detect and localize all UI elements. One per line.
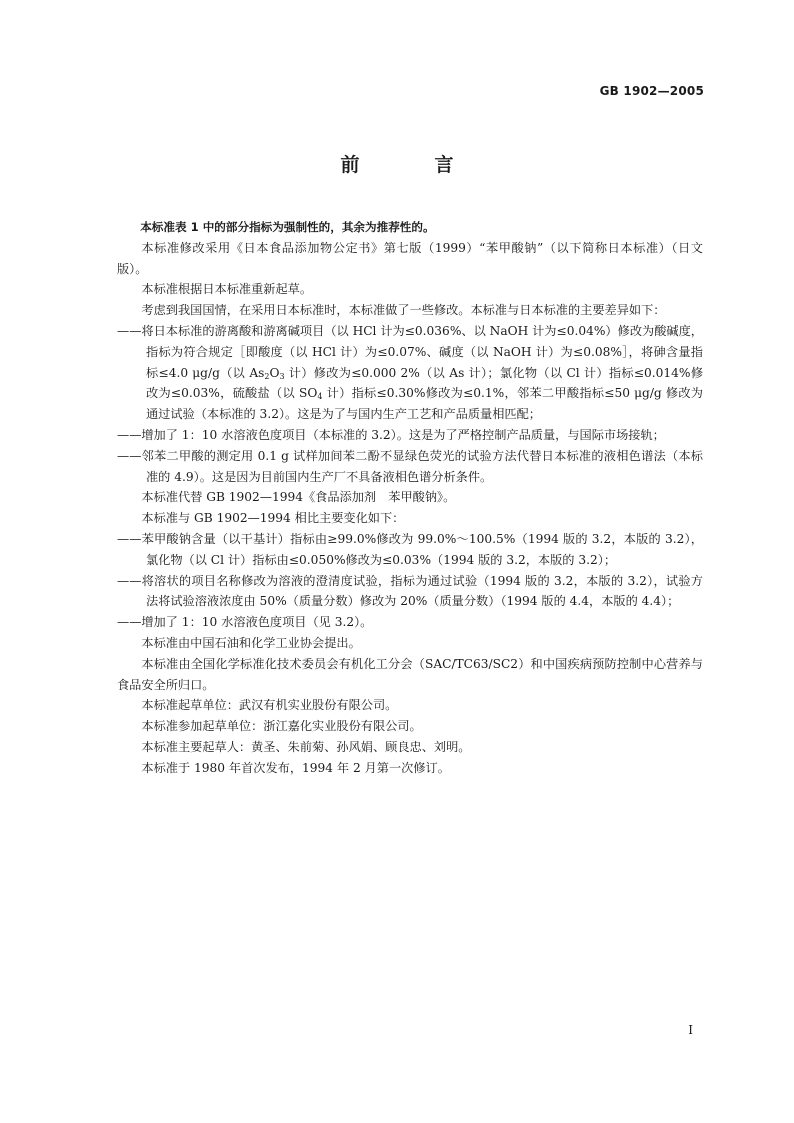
paragraph: 考虑到我国国情，在采用日本标准时，本标准做了一些修改。本标准与日本标准的主要差异如下： [141,303,666,318]
list-item: ——增加了 1：10 水溶液色度项目（见 3.2）。 [117,615,373,630]
paragraph: 本标准表 1 中的部分指标为强制性的，其余为推荐性的。 [140,220,435,234]
list-item: ——增加了 1：10 水溶液色度项目（本标准的 3.2）。这是为了严格控制产品质量，与国际市场接轨； [117,427,665,442]
page-title: 前 言 [340,154,482,176]
standard-code: GB 1902—2005 [599,84,704,98]
list-item: ——邻苯二甲酸的测定用 0.1 g 试样加间苯二酚不显绿色荧光的试验方法代替日本标准的液相色谱法（本标准的 4.9）。这是因为目前国内生产厂不具备液相色谱分析条件。 [117,448,703,484]
paragraph: 本标准根据日本标准重新起草。 [141,282,313,297]
paragraph: 本标准于 1980 年首次发布，1994 年 2 月第一次修订。 [141,760,450,775]
page-number: I [688,1023,693,1037]
paragraph: 本标准与 GB 1902—1994 相比主要变化如下： [141,511,405,526]
paragraph: 本标准由全国化学标准化技术委员会有机化工分会（SAC/TC63/SC2）和中国疾病预防控制中心营养与食品安全所归口。 [117,656,703,692]
foreword-body [117,217,703,779]
list-item [117,321,703,425]
list-item-text: 计）修改为≤0.000 2%（以 As 计）；氯化物（以 Cl 计）指标≤0.014%修改为≤0.03%，硫酸盐（以 SO [146,365,704,401]
subscript: 2 [264,371,270,381]
list-item-text: O [269,365,280,380]
paragraph: 本标准起草单位：武汉有机实业股份有限公司。 [141,698,398,713]
list-item-text: 计）指标≤0.30%修改为≤0.1%，邻苯二甲酸指标≤50 μg/g 修改为通过试验（本标准的 3.2）。这是为了与国内生产工艺和产品质量相匹配； [146,386,703,422]
paragraph: 本标准代替 GB 1902—1994《食品添加剂 苯甲酸钠》。 [141,490,456,505]
paragraph: 本标准参加起草单位：浙江嘉化实业股份有限公司。 [141,719,422,734]
list-item-text: ——将日本标准的游离酸和游离碱项目（以 HCl 计为≤0.036%、以 NaOH 计为≤0.04%）修改为酸碱度，指标为符合规定［即酸度（以 HCl 计）为≤0.07%、碱度（以 NaOH 计）为≤0.08%］，将砷含量指标≤4.0 μg/g（以 As [117,323,703,380]
paragraph: 本标准主要起草人：黄圣、朱前菊、孙风娟、顾良忠、刘明。 [141,739,471,754]
paragraph: 本标准修改采用《日本食品添加物公定书》第七版（1999）“苯甲酸钠”（以下简称日本标准）（日文版）。 [117,240,703,276]
subscript: 3 [279,371,285,381]
list-item: ——将溶状的项目名称修改为溶液的澄清度试验，指标为通过试验（1994 版的 3.2，本版的 3.2），试验方法将试验溶液浓度由 50%（质量分数）修改为 20%（质量分数）（1994 版的 4.4，本版的 4.4）； [117,573,703,609]
subscript: 4 [317,392,323,402]
paragraph: 本标准由中国石油和化学工业协会提出。 [141,635,361,650]
list-item: ——苯甲酸钠含量（以干基计）指标由≥99.0%修改为 99.0%～100.5%（1994 版的 3.2，本版的 3.2），氯化物（以 Cl 计）指标由≤0.050%修改为≤0.03%（1994 版的 3.2，本版的 3.2）； [117,531,703,567]
